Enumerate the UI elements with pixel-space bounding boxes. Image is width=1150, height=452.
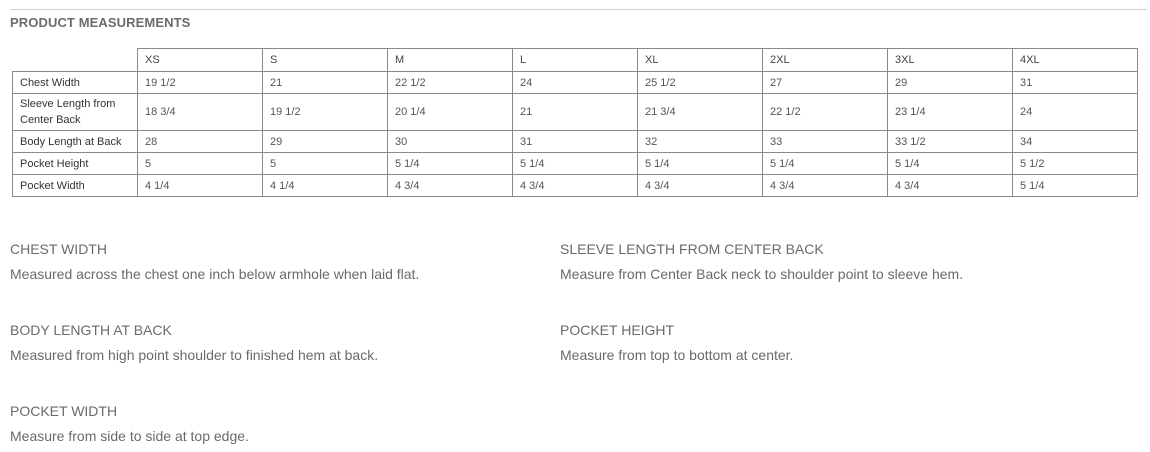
table-cell: 34: [1013, 131, 1138, 153]
size-header: M: [388, 49, 513, 72]
row-label: Body Length at Back: [13, 131, 138, 153]
section-title: PRODUCT MEASUREMENTS: [10, 15, 191, 30]
table-cell: 4 3/4: [763, 175, 888, 197]
table-cell: 27: [763, 72, 888, 94]
description-label: SLEEVE LENGTH FROM CENTER BACK: [560, 241, 824, 257]
size-header: L: [513, 49, 638, 72]
table-cell: 29: [263, 131, 388, 153]
table-cell: 5 1/4: [888, 153, 1013, 175]
description-body-length: [10, 321, 530, 364]
description-label: BODY LENGTH AT BACK: [10, 322, 172, 338]
table-cell: 29: [888, 72, 1013, 94]
table-cell: 4 3/4: [638, 175, 763, 197]
top-divider: [10, 9, 1147, 10]
table-cell: 4 3/4: [388, 175, 513, 197]
table-header-row: [13, 49, 1138, 72]
table-cell: 21: [513, 94, 638, 131]
table-cell: 28: [138, 131, 263, 153]
row-label: Pocket Width: [13, 175, 138, 197]
size-header: S: [263, 49, 388, 72]
table-cell: 31: [513, 131, 638, 153]
description-label: POCKET WIDTH: [10, 403, 118, 419]
table-cell: 23 1/4: [888, 94, 1013, 131]
table-cell: 25 1/2: [638, 72, 763, 94]
description-text: Measured across the chest one inch below armhole when laid flat.: [10, 266, 420, 282]
table-cell: 5: [138, 153, 263, 175]
description-text: Measure from top to bottom at center.: [560, 347, 794, 363]
table-cell: 31: [1013, 72, 1138, 94]
size-header: 3XL: [888, 49, 1013, 72]
table-cell: 5 1/4: [638, 153, 763, 175]
table-row: [13, 153, 1138, 175]
description-text: Measured from high point shoulder to finished hem at back.: [10, 347, 379, 363]
table-cell: 5 1/4: [513, 153, 638, 175]
row-label: Pocket Height: [13, 153, 138, 175]
size-header: XS: [138, 49, 263, 72]
description-pocket-height: [560, 321, 1080, 364]
description-label: CHEST WIDTH: [10, 241, 107, 257]
table-cell: 20 1/4: [388, 94, 513, 131]
measurements-table: [12, 48, 1138, 197]
description-text: Measure from side to side at top edge.: [10, 428, 249, 444]
table-cell: 4 3/4: [888, 175, 1013, 197]
size-header: 4XL: [1013, 49, 1138, 72]
description-text: Measure from Center Back neck to shoulder point to sleeve hem.: [560, 266, 964, 282]
table-cell: 30: [388, 131, 513, 153]
table-cell: 4 1/4: [138, 175, 263, 197]
table-cell: 5 1/4: [763, 153, 888, 175]
table-cell: 33: [763, 131, 888, 153]
table-cell: 5 1/4: [1013, 175, 1138, 197]
table-row: [13, 94, 1138, 131]
table-cell: 19 1/2: [263, 94, 388, 131]
table-row: [13, 131, 1138, 153]
table-cell: 32: [638, 131, 763, 153]
table-cell: 21: [263, 72, 388, 94]
description-pocket-width: [10, 402, 530, 445]
table-cell: 22 1/2: [388, 72, 513, 94]
table-cell: 4 1/4: [263, 175, 388, 197]
table-cell: 19 1/2: [138, 72, 263, 94]
table-cell: 5 1/2: [1013, 153, 1138, 175]
table-cell: 21 3/4: [638, 94, 763, 131]
description-sleeve-length: [560, 240, 1080, 283]
table-cell: 5 1/4: [388, 153, 513, 175]
size-header: 2XL: [763, 49, 888, 72]
description-label: POCKET HEIGHT: [560, 322, 675, 338]
size-header: XL: [638, 49, 763, 72]
table-cell: 5: [263, 153, 388, 175]
row-label: Chest Width: [13, 72, 138, 94]
table-row: [13, 72, 1138, 94]
table-cell: 22 1/2: [763, 94, 888, 131]
header-corner-cell: [13, 49, 138, 72]
table-cell: 24: [513, 72, 638, 94]
table-cell: 24: [1013, 94, 1138, 131]
description-chest-width: [10, 240, 530, 283]
row-label: Sleeve Length from Center Back: [13, 94, 138, 131]
table-cell: 18 3/4: [138, 94, 263, 131]
table-row: [13, 175, 1138, 197]
table-cell: 33 1/2: [888, 131, 1013, 153]
table-cell: 4 3/4: [513, 175, 638, 197]
